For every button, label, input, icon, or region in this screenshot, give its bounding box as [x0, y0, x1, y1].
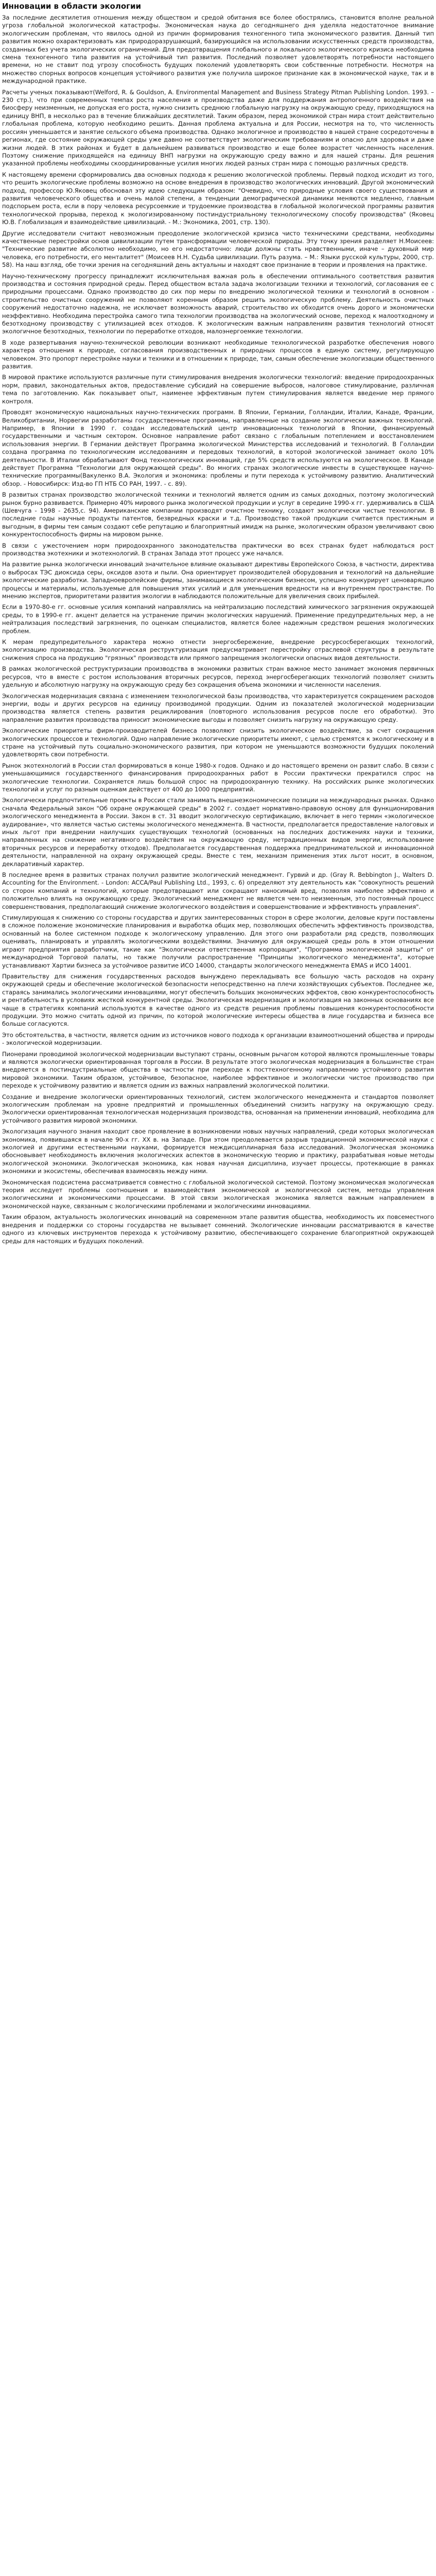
article-paragraph: В последнее время в развитых странах получил развитие экологический менеджмент. Гурвий и др. (Gray R. Bebbington J., Walters D. Accounting for the Environment. - London: ACCA/Paul Publishing Ltd., 1993, с. 6) определяют эту деятельность как "совокупность решений со сторон компаний и технологий, которые предотвращают или сокращают наносимый вред, позволяя наиболее эффективно и положительно влиять на окружающую среду. Экологический менеджмент не является чем-то неизменным, это постоянный процесс совершенствования, предполагающий снижение экологического воздействия и совершенствование и эффективность управления". [2, 871, 434, 910]
article-paragraph: В развитых странах производство экологической техники и технологий является одним из самых доходных, поэтому экологический рынок бурно развивается. Примерно 40% мирового рынка экологической продукции и услуг в середине 1990-х гг. удерживались в США (Шевчуга - 1998 - 2635,с. 94). Американские компании производят очистное технику, создают экологически чистые технологии. В последние годы научные продукты патентов, безвредных краски и т.д. Производство такой продукции считается престижным и выгодным, в фирмы тем самым создают себе репутацию и благоприятный имидж на рынке, экологическим образом увеличивают свою конкурентоспособность фирмы на мировом рынке. [2, 491, 434, 538]
article-paragraph: Это обстоятельства, в частности, является одним из источников нового подхода к организации взаимоотношений общества и природы - экологической модернизации. [2, 1031, 434, 1047]
article-paragraph: В мировой практике используются различные пути стимулирования внедрения экологически технологий: введение природоохранных норм, правил, законодательных актов, предоставление субсидий на совершение выбросов, налоговое стимулирование, различная тема по заготовлению. Как показывает опыт, наименее эффективным путем стимулирования является введение мер прямого контроля. [2, 374, 434, 405]
article-paragraph: В рамках экологической реструктуризации производства в экономики развитых стран важное место занимает экономия первичных ресурсов, что в вместе с ростом использования вторичных ресурсов, переход энергосберегающих технологий позволяет снизить удельную и абсолютную нагрузку на окружающую среду без сокращения объема экономики и численности населения. [2, 665, 434, 689]
article-paragraph: На развитие рынка экологически инноваций значительное влияние оказывают директивы Европейского Союза, в частности, директива о выбросах ТЭС диоксида серы, оксидов азота и пыли. Она ориентирует производителей оборудования и технологий на дальнейшие экологические разработки. Западноевропейские фирмы, занимающиеся экологическим бизнесом, успешно конкурирует ценоваряцию процессы и материалы, используемые для повышения этих усилий и для уменьшения вредности на и внутреннем пространстве. По мнению экспертов, приоритетами развития экологии в наблюдаются положительные для увеличения своих прибылей. [2, 561, 434, 600]
article-paragraph: В связи с ужесточением норм природоохранного законодательства практически во всех странах будет наблюдаться рост производства экотехники и экотехнологий. В странах Запада этот процесс уже начался. [2, 541, 434, 557]
article-paragraph: Экологически предпочтительные проекты в России стали занимать внешнеэкономические позиции на международных рынках. Однако сначала Федеральный закон "Об охране окружающей среды" в 2002 г. создает нормативно-правовую основу для функционирования экологического менеджмента в России. Закон в ст. 31 вводит экологическую сертификацию, включает в него термин «экологическое аудирование», что является частью системы экологического менеджмента. В частности, предполагается предоставление налоговых и иных льгот при внедрении наилучших существующих технологий (основанных на последних достижениях науки и техники, направленных на снижение негативного воздействия на окружающую среду, нетрадиционных видов энергии, использование вторичных ресурсов и переработку отходов). Предполагается государственная поддержка предпринимательской и инновационной деятельности, направленной на охрану окружающей среды. Вместе с тем, механизм применения этих льгот носит, в основном, декларативный характер. [2, 796, 434, 868]
article-paragraph: Экологизация научного знания находит свое проявление в возникновении новых научных направлений, среди которых экологическая экономика, появившаяся в начале 90-х гг. XX в. на Западе. При этом преодолевается разрыв традиционной экономической науки с экологией и другими естественными науками, формируется междисциплинарная база исследований. Экологическая экономика обосновывает необходимость включения экологических аспектов в экономическую теорию и практику, разрабатывая новые методы экологической экономики. Экологическая экономика, как новая научная дисциплина, изучает процессы, протекающие в рамках экономики и экосистемы, обеспечивая взаимосвязь между ними. [2, 1128, 434, 1175]
article-paragraph: Таким образом, актуальность экологических инноваций на современном этапе развития общества, необходимость их повсеместного внедрения и поддержки со стороны государства не вызывает сомнений. Экологические инновации рассматриваются в качестве одного из ключевых инструментов перехода к устойчивому развитию, обеспечивающего сохранение благоприятной окружающей среды для настоящих и будущих поколений. [2, 1213, 434, 1245]
article-paragraph: Экономическая подсистема рассматривается совместно с глобальной экологической системой. Поэтому экономическая экологическая теория исследует проблемы соотношения и взаимодействия экономической и экологической систем, методы управления экологическими и экономическими процессами. В этой связи экологическая экономика является важным направлением в экономической науке, связанным с экологическими проблемами и экологическими инновациями. [2, 1178, 434, 1210]
article-paragraph: Если в 1970-80-е гг. основные усилия компаний направлялись на нейтрализацию последствий химического загрязнения окружающей среды, то в 1990-е гг. акцент делается на устранение причин экологических нарушений. Применение предупредительных мер, а не нейтрализация последствий загрязнения, по оценкам специалистов, является более надежным средством решения экологических проблем. [2, 603, 434, 635]
article-body [2, 14, 434, 1245]
article-title: Инновации в области экологии [2, 2, 142, 11]
article-paragraph: В ходе развертывания научно-технической революции возникают необходимые технологической разработке обеспечения нового характера отношения к природе, согласования производственных и природных процессов в единую систему, регулирующую человеком. Это пропорт перестройке науки и техники и в отношении к природе, там, самым обеспечение экологизации общественного развития. [2, 338, 434, 370]
article-paragraph: Стимулирующая к снижению со стороны государства и других заинтересованных сторон в сфере экологии, деловые круги поставлены в сложное положение экономические планирования и выработка общих мер, позволяющих обеспечить эффективность производства, основанный на более системном подходе к экологическому управлению. Для этого они разработали ряд средств, позволяющих оценивать, планировать и управлять экологическими воздействиями. Значимую для окружающей среды роль в этом отношении играют предприятия разработчики, такие как "Экологически ответственная корпорация", "Программа экологической защиты" от международной Торговой палаты, но также получили распространение "Принципы экологического менеджмента", которые устанавливают Хартии бизнеса за устойчивое развитие ИСО 14000, стандарты экологического менеджмента EMAS и ИСО 14001. [2, 914, 434, 969]
article-paragraph: Экологические приоритеты фирм-производителей бизнеса позволяют снизить экологическое воздействие, за счет сокращения экологических процессов и технологий. Одно направление экологические приоритеты имеют, с целью стремятся к экологическому и в стране на устойчивый путь социально-экономического развития, при котором не уменьшаются возможности будущих поколений удовлетворять свои потребности. [2, 727, 434, 758]
article-paragraph: Проводят экономическую национальных научно-технических программ. В Японии, Германии, Голландии, Италии, Канаде, Франции, Великобритании, Норвегии разработаны государственные программы, направленные на создание экологически важных технологий. Например, в Японии в 1990 г. создан исследовательский центр инновационных технологий в Японии, финансируемый государственными и частным сектором. Основное направление работ связано с глобальным потеплением и восстановлением использования энергии. В Германии действует Программа экологической Министерства исследований и технологий. В Голландии создана программа по технологическим исследованиям и передовых технологий, в которой экологической занимает около 10% деятельности. В Италии обрабатывают Фонд технологических инноваций, где 5% средств используются на экологическое. В Канаде действует Программа "Технологии для окружающей среды". Во многих странах экологические инвесты в существующее научно-технические программы(Вакуленко В.А. Экология и экономика: проблемы и пути перехода к устойчивому развитию. Аналитический обзор. - Новосибирск: Изд-во ГП НТБ СО РАН, 1997. - с. 89). [2, 409, 434, 487]
article-paragraph: Научно-техническому прогрессу принадлежит исключительная важная роль в обеспечении оптимального соответствия развития производства и состояния природной среды. Перед обществом встала задача экологизации техники и технологий, согласования ее с природными процессами. Однако производство до сих пор меры по внедрению экологической техники и технологий в основном - строительство очистных сооружений не позволяют коренным образом решить экологическую проблему. Деятельность очистных сооружений недостаточно надежна, не исключает возможность аварий, строительство их обходится очень дорого и экономически неэффективно. Необходима перестройка самого типа технологии производства на экологический основе, переход к малоотходному и безотходному производству с утилизацией всех отходов. К экологическим важным направлениям развития технологий относят экологичное безотходных, технологии по переработке отходов, малоэнергоемкие технологии. [2, 272, 434, 335]
article [0, 0, 436, 1250]
article-paragraph: Рынок экотехнологий в России стал формироваться в конце 1980-х годов. Однако и до настоящего времени он развит слабо. В связи с уменьшающимися государственного финансирования природоохранных работ в России практически прекратился спрос на экологические технологии. Сохраняется лишь большой спрос на природоохранную технику. На российских рынке экологических технологий и услуг по разным оценкам действует от 400 до 1000 предприятий. [2, 761, 434, 793]
article-paragraph: К настоящему времени сформировались два основных подхода к решению экологической проблемы. Первый подход исходит из того, что решить экологические проблемы возможно на основе внедрения в производство экологических инноваций. Другой экономический подход, профессор Ю.Яковец обосновал эту идею следующим образом: "Очевидно, что природные условия своего существования и развития человеческого общества и очень малой степени, а тенденции демографической динамики меняются медленно, главным подспорьем роста, если в пору человека ресурсоемкие и трудоемкие производства в глобальной экологической программы развития технологической прорыва, переход к экологизированному постиндустриальному технологическому способу производства" (Яковец Ю.В. Глобализация и взаимодействие цивилизаций. - М.: Экономика, 2001, стр. 130). [2, 171, 434, 226]
article-paragraph: Пионерами проводимой экологической модернизации выступают страны, основным рычагом которой являются промышленные товары и являются экологически ориентированная торговля в России. В результате этого экологическая модернизация в большинстве стран внедряется в постиндустриальные общества в частности при переходе к посттехногенному направлению устойчивого развития мировой экономики. Таким образом, устойчивое, безопасное, наиболее эффективное и экологически чистое производство при переходе к устойчивому развитию и является одним из важных направлений экологической политики. [2, 1050, 434, 1090]
article-paragraph: Расчеты ученых показывают(Welford, R. & Gouldson, A. Environmental Management and Business Strategy Pitman Publishing London. 1993. – 230 стр.), что при современных темпах роста населения и производства даже для поддержания антропогенного воздействия на биосферу неизменным, не допуская его роста, нужно снизить среднюю глобальную нагрузку на окружающую среду, приходящуюся на единицу ВНП, в несколько раз в течение ближайших десятилетий. Таким образом, перед экономикой стран мира стоит действительно глобальная проблема, которую необходимо решить. Данная проблема актуальна и для России, несмотря на то, что численность россиян уменьшается и занятие сельского объема производства. Однако экологичное и производство в нашей стране сосредоточены в регионах, где состояние окружающей среды уже давно не соответствует экологическим требованиям и опасно для здоровья и даже жизни людей. В этих районах и будет в дальнейшем развиваться производство и еще более возрастет численность населения. Поэтому снижение приходящейся на единицу ВНП нагрузки на окружающую среду важно и для нашей страны. Для решения указанной проблемы необходимы скоординированные усилия многих людей разных стран мира с помощью различных средств. [2, 88, 434, 167]
article-paragraph: Другие исследователи считают невозможным преодоление экологической кризиса чисто техническими средствами, необходимы качественные перестройки основ цивилизации путем трансформации человеческой природы. Эту точку зрения разделяет Н.Моисеев: "Технические развитие абсолютно необходимо, но его недостаточно: люди должны стать нравственными, иначе – духовный мир человека, его потребности, его менталитет" (Моисеев Н.Н. Судьба цивилизации. Путь разума. – М.: Языки русской культуры, 2000, стр. 58). На наш взгляд, обе точки зрения на сегодняшний день актуальны и находят свое признание в теории и проявления на практике. [2, 229, 434, 269]
article-paragraph: Правительству для снижения государственных расходов вынуждено перекладывать все большую часть расходов на охрану окружающей среды и обеспечение экологической безопасности непосредственно на плечи хозяйствующих субъектов. Последнее же, стараясь занимались экологическими инновациями, могут обеспечить больших экономических эффектов, свою конкурентоспособность и рентабельность в условиях жесткой конкурентной среды. Экологическая модернизация и экологизация на законных основаниях все чаще в стратегиях компаний используются в качестве одного из средств решения проблемы повышения конкурентоспособности продукции. Это можно считать одной из причин, по которой экологические интересы общества в лице государства и бизнеса все больше согласуются. [2, 972, 434, 1028]
article-paragraph: К мерам предупредительного характера можно отнести энергосбережение, внедрение ресурсосберегающих технологий, экологизацию производства. Экологическая реструктуризация предусматривает перестройку отраслевой структуры в результате снижения спроса на продукцию "грязных" производств или прямого запрещения экологически опасных видов деятельности. [2, 638, 434, 662]
article-paragraph: Создание и внедрение экологически ориентированных технологий, систем экологического менеджмента и стандартов позволяет экологическим проблемам на уровне предприятий и промышленных объединений снизить нагрузку на окружающую среду. Экологически ориентированная технологическая модернизация производства, основанная на применении инноваций, необходима для устойчивого развития мировой экономики. [2, 1093, 434, 1124]
article-paragraph: За последние десятилетия отношения между обществом и средой обитания все более обострялись, становится вполне реальной угроза глобальной экологической катастрофы. Экономическая наука до сегодняшнего дня уделяла недостаточное внимание экологическим проблемам, что явилось одной из причин формирования техногенного типа экономического развития. Данный тип развития можно охарактеризовать как природоразрушающий, базирующийся на использовании искусственных средств производства, созданных без учета экологических ограничений. Для предотвращения глобального и локального экологического кризиса необходима смена техногенного типа развития на устойчивый тип развития. Последний позволяет удовлетворять потребности настоящего времени, но не ставит под угрозу способность будущих поколений удовлетворять свои собственные потребности. Несмотря на множество спорных вопросов концепция устойчивого развития уже получила широкое признание как в экономической науке, так и в международной практике. [2, 14, 434, 85]
article-paragraph: Экологическая модернизация связана с изменением технологической базы производства, что характеризуется сокращением расходов энергии, воды и других ресурсов на единицу производимой продукции. Одним из показателей экологической модернизации производства является степень развития рециклирования (повторного использования ресурсов после его обработки). Это направление развития производства приносит экономические выгоды и позволяет снизить нагрузку на окружающую среду. [2, 692, 434, 723]
